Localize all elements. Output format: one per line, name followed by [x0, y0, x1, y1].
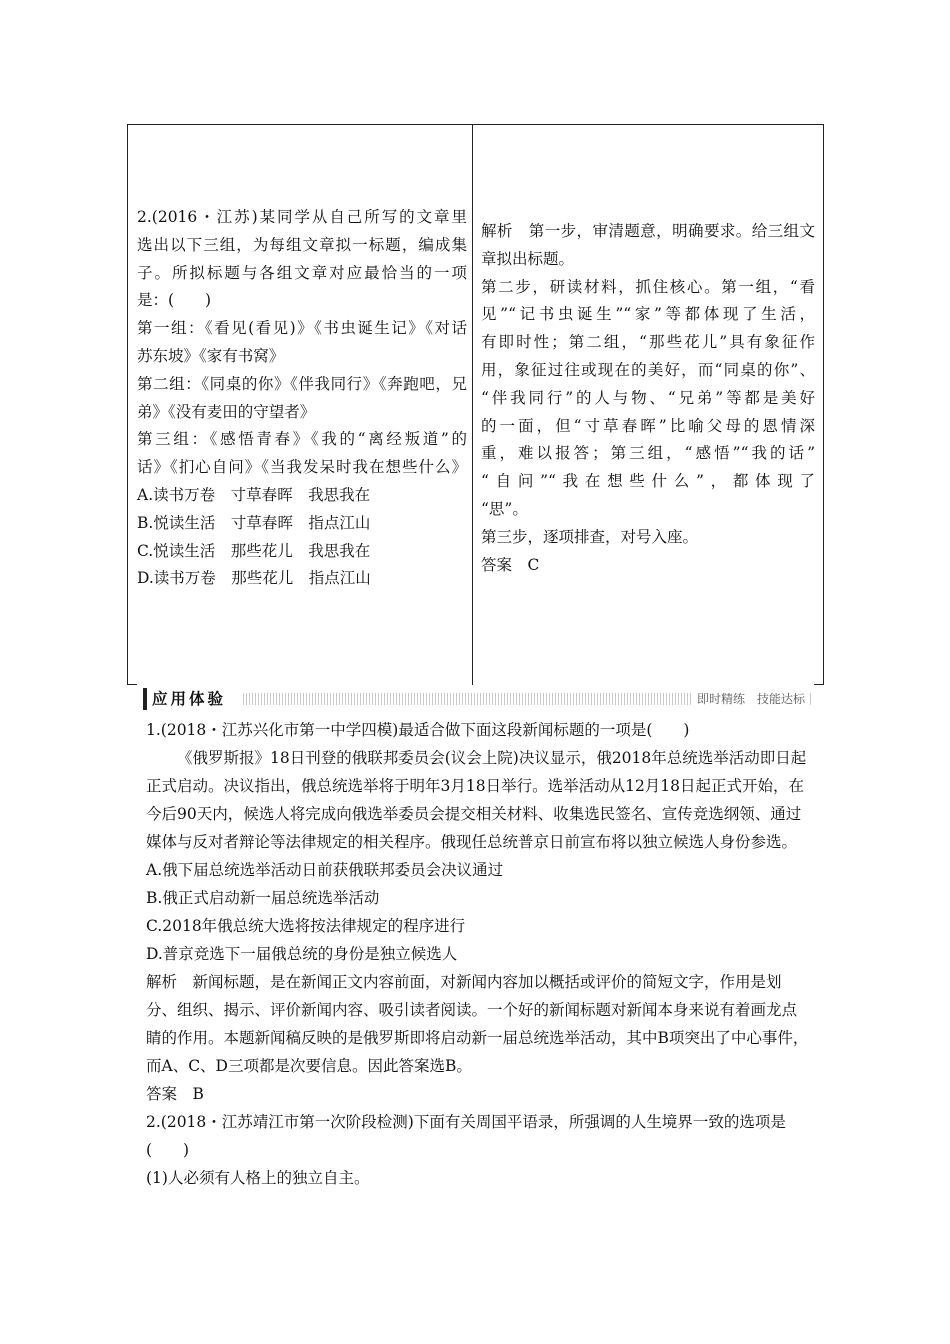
- group-line: 话》《扪心自问》《当我发呆时我在想些什么》: [137, 458, 467, 477]
- question-2-stem: 2.(2018・江苏靖江市第一次阶段检测)下面有关周国平语录，所强调的人生境界一致的选项是( ): [146, 1113, 786, 1159]
- question-stem-line: 是：( ): [137, 291, 212, 310]
- answer-line: 答案 C: [481, 555, 540, 574]
- q1-option-b: B.俄正式启动新一届总统选举活动: [146, 889, 380, 907]
- question-stem-line: 2.(2016・江苏)某同学从自己所写的文章里: [137, 208, 467, 226]
- option-b: B.悦读生活 寸草春晖 指点江山: [137, 513, 371, 532]
- section-title: 应用体验: [152, 690, 227, 708]
- analysis-line: “思”。: [481, 499, 528, 518]
- question-stem-line: 子。所拟标题与各组文章对应最恰当的一项: [137, 263, 467, 282]
- analysis-line: 的一面，但“寸草春晖”比喻父母的恩情深: [481, 416, 815, 435]
- analysis-line: “自问”“我在想些什么”，都体现了: [481, 472, 815, 491]
- analysis-line: 第二步，研读材料，抓住核心。第一组，“看: [481, 277, 815, 296]
- table-corner-left: [127, 684, 137, 685]
- group-line: 第三组：《感悟青春》《我的“离经叛道”的: [137, 430, 467, 449]
- option-d: D.读书万卷 那些花儿 指点江山: [137, 569, 371, 588]
- analysis-line: 重，难以报答；第三组，“感悟”“我的话”: [481, 444, 815, 463]
- analysis-line: 用，象征过往或现在的美好，而“同桌的你”、: [481, 360, 815, 379]
- practice-section: [146, 716, 810, 1192]
- analysis-line: 解析 第一步，审清题意，明确要求。给三组文: [481, 222, 815, 240]
- group-line: 苏东坡》《家有书窝》: [137, 346, 285, 365]
- section-banner: [143, 688, 813, 710]
- column-divider: [472, 125, 473, 685]
- analysis-line: “伴我同行”的人与物、“兄弟”等都是美好: [481, 388, 815, 407]
- q1-option-a: A.俄下届总统选举活动日前获俄联邦委员会决议通过: [146, 861, 504, 879]
- group-line: 第二组：《同桌的你》《伴我同行》《奔跑吧，兄: [137, 374, 467, 393]
- group-line: 弟》《没有麦田的守望者》: [137, 402, 316, 421]
- group-line: 第一组：《看见(看见)》《书虫诞生记》《对话: [137, 319, 467, 338]
- analysis-2016-column: [481, 218, 815, 579]
- table-corner-right: [814, 684, 824, 685]
- question-1-stem: 1.(2018・江苏兴化市第一中学四模)最适合做下面这段新闻标题的一项是( ): [146, 721, 690, 739]
- q1-option-d: D.普京竞选下一届俄总统的身份是独立候选人: [146, 945, 458, 963]
- question-stem-line: 选出以下三组，为每组文章拟一标题，编成集: [137, 235, 467, 254]
- analysis-line: 见”“记书虫诞生”“家”等都体现了生活，: [481, 305, 815, 324]
- q1-analysis: 解析 新闻标题，是在新闻正文内容前面，对新闻内容加以概括或评价的简短文字，作用是划分、组织、揭示、评价新闻内容、吸引读者阅读。一个好的新闻标题对新闻本身来说有着画龙点睛的作用。本题新闻稿反映的是俄罗斯即将启动新一届总统选举活动，其中B项突出了中心事件，而A、C、D三项都是次要信息。因此答案选B。: [146, 973, 809, 1075]
- q1-answer: 答案 B: [146, 1085, 204, 1103]
- section-subtitle: 即时精练 技能达标: [693, 689, 809, 709]
- analysis-line: 第三步，逐项排查，对号入座。: [481, 527, 699, 546]
- analysis-line: 有即时性；第二组，“那些花儿”具有象征作: [481, 333, 815, 352]
- question-2016-column: [137, 204, 467, 593]
- option-c: C.悦读生活 那些花儿 我思我在: [137, 541, 371, 560]
- news-passage: 《俄罗斯报》18日刊登的俄联邦委员会(议会上院)决议显示，俄2018年总统选举活动即日起正式启动。决议指出，俄总统选举将于明年3月18日举行。选举活动从12月18日起正式开始，在今后90天内，候选人将完成向俄选举委员会提交相关材料、收集选民签名、宣传竞选纲领、通过媒体与反对者辩论等法律规定的相关程序。俄现任总统普京日前宣布将以独立候选人身份参选。: [146, 749, 807, 851]
- analysis-line: 章拟出标题。: [481, 249, 575, 268]
- q2-item-1: (1)人必须有人格上的独立自主。: [146, 1169, 370, 1187]
- option-a: A.读书万卷 寸草春晖 我思我在: [137, 485, 371, 504]
- banner-accent-bar: [143, 688, 147, 710]
- q1-option-c: C.2018年俄总统大选将按法律规定的程序进行: [146, 917, 466, 935]
